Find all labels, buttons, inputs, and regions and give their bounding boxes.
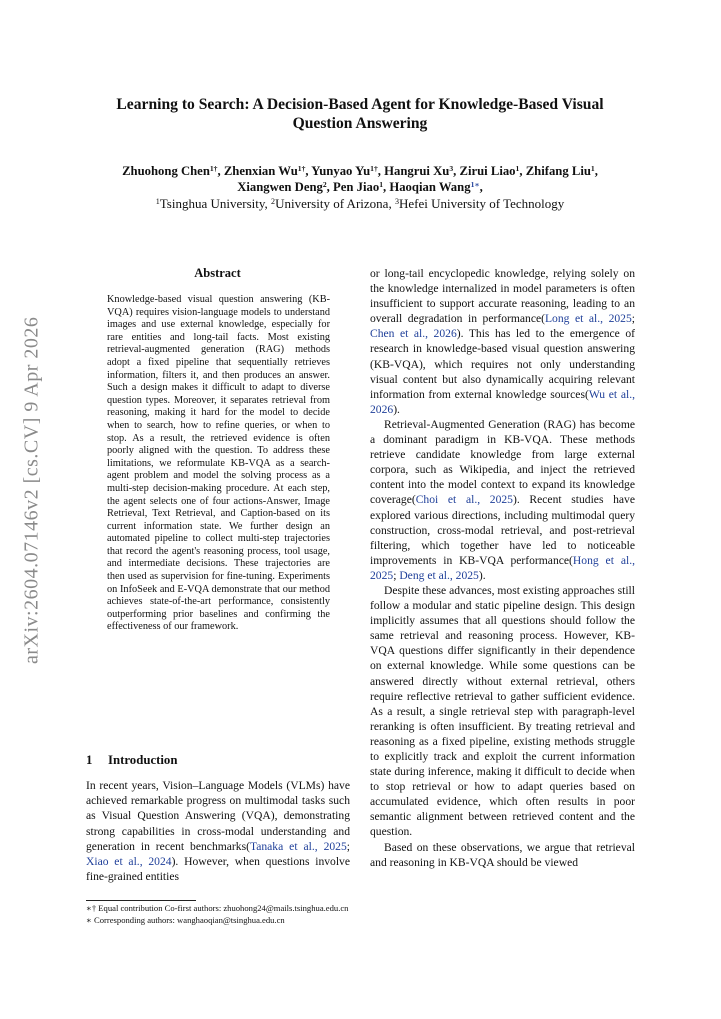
body-text: ). bbox=[393, 402, 400, 416]
author-list bbox=[60, 163, 660, 195]
citation-separator: ; bbox=[346, 839, 350, 853]
paragraph: Despite these advances, most existing approaches still follow a modular and static pipeline design. This design implicitly assumes that all questions should follow the same retrieval and reasoning process. However, KB-VQA questions differ significantly in their dependence on external knowledge. While some questions can be answered directly without external retrieval, others require reflective retrieval to gather sufficient evidence. As a result, a single retrieval step with paragraph-level reranking is often insufficient. By treating retrieval and reasoning as a fixed pipeline, existing methods struggle to explicitly track and exploit the current information state during inference, making it difficult to decide when to stop retrieval or how to adapt queries based on accumulated evidence, which often results in poor semantic alignment between retrieved content and the question. bbox=[370, 583, 635, 839]
citation-separator: ; bbox=[393, 568, 400, 582]
citation-link[interactable]: Xiao et al., 2024 bbox=[86, 855, 172, 869]
affiliations: $^1$Tsinghua University, $^2$University of Arizona, $^3$Hefei University of Technology bbox=[155, 196, 565, 211]
footnote-corresponding: ∗ Corresponding authors: wanghaoqian@tsinghua.edu.cn bbox=[86, 915, 285, 925]
author-name: Yunyao Yu bbox=[311, 164, 371, 178]
body-text: ). Recent studies have explored various directions, including multimodal query construction, cross-modal retrieval, and post-retrieval filtering, which together have led to noticeable improvements in KB-VQA performance( bbox=[370, 493, 635, 567]
section-title: Introduction bbox=[108, 753, 178, 767]
author-name: Zhifang Liu bbox=[525, 164, 591, 178]
author-name: Haoqian Wang bbox=[389, 180, 471, 194]
title-line-1: Learning to Search: A Decision-Based Agent for Knowledge-Based Visual bbox=[116, 96, 604, 113]
citation-link[interactable]: Choi et al., 2025 bbox=[415, 493, 513, 507]
author-name: Pen Jiao bbox=[333, 180, 380, 194]
citation-link[interactable]: Deng et al., 2025 bbox=[399, 568, 479, 582]
abstract-heading: Abstract bbox=[194, 266, 241, 280]
footnotes bbox=[86, 903, 350, 926]
footnote-rule bbox=[86, 900, 196, 901]
affiliation-name: Hefei University of Technology bbox=[398, 196, 565, 211]
intro-paragraph bbox=[86, 778, 350, 884]
intro-text: ). However, when questions involve fine-grained entities bbox=[86, 855, 351, 884]
section-number: 1 bbox=[86, 753, 93, 767]
affiliation-name: University of Arizona bbox=[275, 196, 389, 211]
affiliation-sup: 1 bbox=[155, 196, 160, 206]
citation-link[interactable]: Chen et al., 2026 bbox=[370, 327, 457, 341]
author-sup: 1 bbox=[515, 163, 520, 173]
author-sup: 2 bbox=[322, 179, 327, 189]
body-text: ). bbox=[478, 568, 486, 582]
footnote-equal-contribution: ∗† Equal contribution Co-first authors: zhuohong24@mails.tsinghua.edu.cn bbox=[86, 903, 349, 913]
paragraph bbox=[370, 266, 635, 417]
section-heading-introduction bbox=[86, 753, 177, 768]
title-line-2: Question Answering bbox=[292, 115, 428, 132]
author-sup: 1† bbox=[297, 163, 306, 173]
intro-text: In recent years, Vision–Language Models (VLMs) have achieved remarkable progress on multimodal tasks such as Visual Question Answering (VQA), demonstrating strong capabilities in cross-modal understanding and generation in recent benchmarks( bbox=[86, 779, 350, 853]
author-sup: 3 bbox=[449, 163, 454, 173]
body-text: Retrieval-Augmented Generation (RAG) has become a dominant paradigm in KB-VQA. These methods retrieve candidate knowledge from large external corpora, such as Wikipedia, and inject the retrieved content into the model context to expand its knowledge coverage( bbox=[370, 417, 635, 507]
citation-link[interactable]: Hong et al., 2025 bbox=[370, 553, 635, 582]
affiliation-sup: 3 bbox=[394, 196, 399, 206]
paper-title bbox=[60, 95, 660, 133]
author-name: Zhenxian Wu bbox=[223, 164, 298, 178]
citation-link[interactable]: Long et al., 2025 bbox=[544, 312, 632, 326]
abstract-text: Knowledge-based visual question answering (KB-VQA) requires vision-language models to understand images and use external knowledge, especially for rare entities and long-tail facts. Most existing retrieval-augmented generation (RAG) methods adopt a fixed pipeline that sequentially retrieves information, filters it, and then produces an answer. Such a design makes it difficult to adapt to diverse question types. Moreover, it separates retrieval from reasoning, making it hard for the model to decide when to search, how to refine queries, or when to stop. As a result, the retrieved evidence is often poorly aligned with the question. To address these limitations, we reformulate KB-VQA as a search-agent problem and model the solving process as a multi-step decision-making procedure. At each step, the agent selects one of four actions-Answer, Image Retrieval, Text Retrieval, and Caption-based on its current information state. We further design an automated pipeline to collect multi-step trajectories that record the agent's reasoning process, tool usage, and intermediate decisions. These trajectories are then used as supervision for fine-tuning. Experiments on InfoSeek and E-VQA demonstrate that our method achieves state-of-the-art performance, consistently outperforming prior baselines and confirming the effectiveness of our framework. bbox=[107, 294, 330, 633]
author-line-1: Zhuohong Chen$^{1\dagger}$, Zhenxian $Wu^{1\dagger}$, Yunyao $Yu^{1\dagger}$, Hangrui Xu$^3$, Zirui Liao$^1$, Zhifang Liu$^1$, bbox=[122, 163, 598, 178]
citation-link[interactable]: Tanaka et al., 2025 bbox=[249, 839, 347, 853]
paragraph bbox=[370, 417, 635, 583]
affiliation-name: Tsinghua University bbox=[159, 196, 265, 211]
author-sup: 1 bbox=[590, 163, 595, 173]
author-sup: 1 bbox=[379, 179, 383, 189]
author-name: Hangrui Xu bbox=[384, 164, 450, 178]
arxiv-stamp[interactable]: arXiv:2604.07146v2 [cs.CV] 9 Apr 2026 bbox=[20, 316, 43, 664]
author-name: Xiangwen Deng bbox=[237, 180, 323, 194]
author-sup: 1∗ bbox=[470, 179, 480, 189]
author-name: Zirui Liao bbox=[459, 164, 516, 178]
body-text: ). This has led to the emergence of research in knowledge-based visual question answering (KB-VQA), which requires not only understanding visual content but also dynamically acquiring relevant information from external knowledge sources( bbox=[370, 327, 635, 401]
author-sup: 1† bbox=[370, 163, 378, 173]
author-sup: 1† bbox=[209, 163, 218, 173]
citation-link[interactable]: Wu et al., 2026 bbox=[370, 387, 635, 416]
author-line-2: Xiangwen Deng$^2$, Pen Jiao$^1$, Haoqian Wang$^{1∗}$, bbox=[237, 179, 483, 194]
right-column bbox=[370, 266, 635, 870]
citation-separator: ; bbox=[631, 312, 635, 326]
body-text: or long-tail encyclopedic knowledge, relying solely on the knowledge internalized in model parameters is often insufficient to support accurate reasoning, leading to an overall degradation in performance( bbox=[370, 267, 635, 326]
affiliation-sup: 2 bbox=[271, 196, 276, 206]
paragraph: Based on these observations, we argue that retrieval and reasoning in KB-VQA should be viewed bbox=[370, 840, 635, 869]
author-name: Zhuohong Chen bbox=[122, 164, 210, 178]
